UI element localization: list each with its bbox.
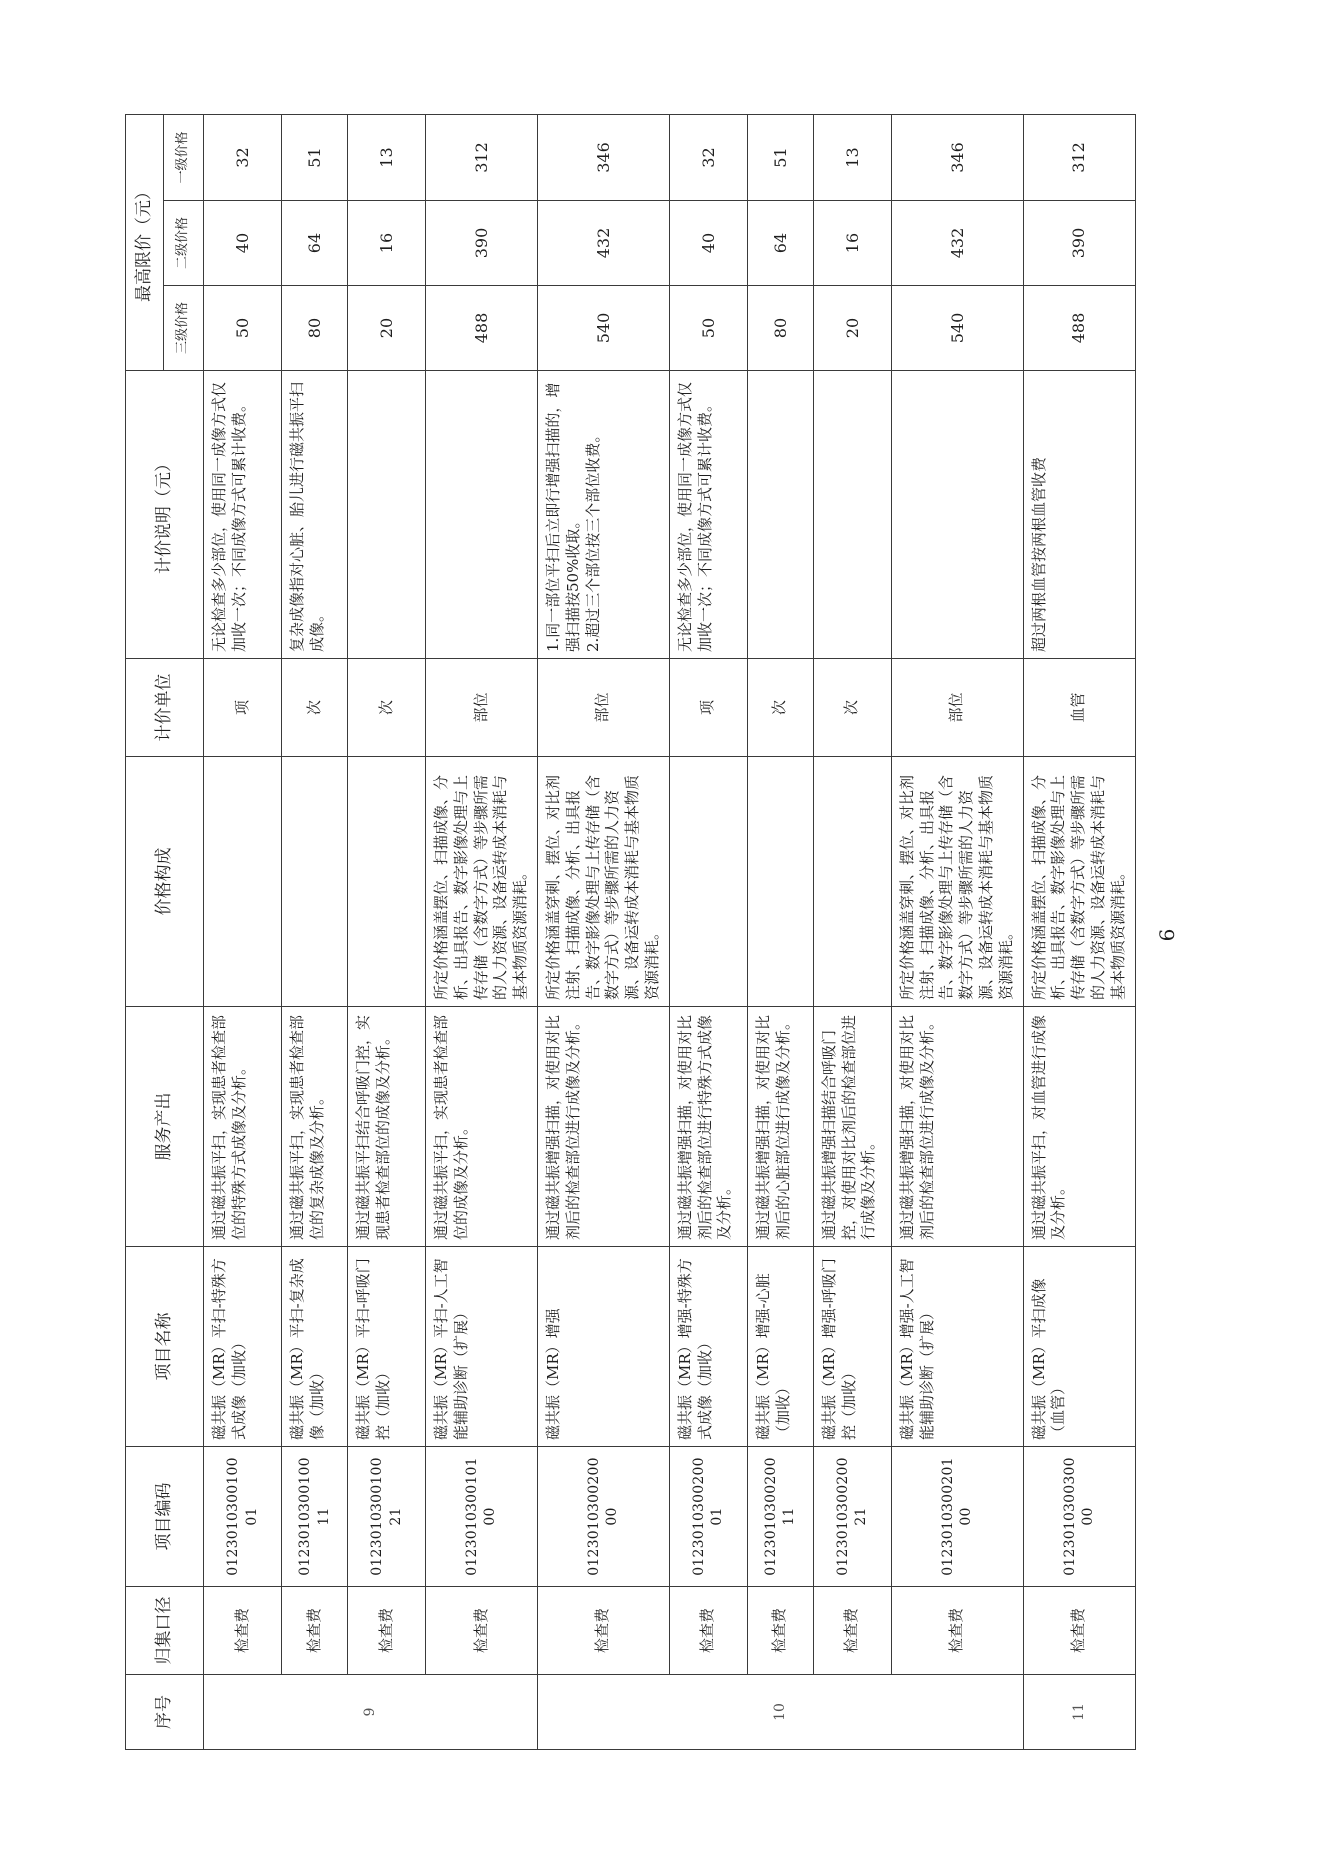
cell-composition [282, 757, 348, 1007]
table-row [348, 115, 426, 1750]
cell-level3-price: 488 [1023, 286, 1135, 371]
header-level3: 三级价格 [164, 286, 204, 371]
header-name: 项目名称 [126, 1247, 204, 1447]
cell-note [747, 371, 813, 659]
cell-level2-price: 64 [747, 201, 813, 286]
header-output: 服务产出 [126, 1007, 204, 1247]
cell-note [813, 371, 891, 659]
cell-code: 012301030010001 [204, 1447, 282, 1587]
cell-code: 012301030020011 [747, 1447, 813, 1587]
cell-level3-price: 20 [348, 286, 426, 371]
cell-category: 检查费 [1023, 1587, 1135, 1675]
cell-code: 012301030010100 [426, 1447, 538, 1587]
cell-unit: 项 [669, 659, 747, 757]
cell-category: 检查费 [813, 1587, 891, 1675]
cell-level1-price: 13 [348, 115, 426, 201]
cell-level3-price: 540 [537, 286, 669, 371]
cell-level2-price: 390 [1023, 201, 1135, 286]
cell-output: 通过磁共振平扫，实现患者检查部位的复杂成像及分析。 [282, 1007, 348, 1247]
cell-note: 无论检查多少部位，使用同一成像方式仅加收一次；不同成像方式可累计收费。 [204, 371, 282, 659]
cell-composition [813, 757, 891, 1007]
cell-level1-price: 13 [813, 115, 891, 201]
header-max-price: 最高限价（元） [126, 115, 164, 371]
cell-level2-price: 432 [891, 201, 1023, 286]
cell-composition: 所定价格涵盖摆位、扫描成像、分析、出具报告、数字影像处理与上传存储（含数字方式）等步骤所需的人力资源、设备运转成本消耗与基本物质资源消耗。 [1023, 757, 1135, 1007]
cell-output: 通过磁共振平扫，对血管进行成像及分析。 [1023, 1007, 1135, 1247]
cell-output: 通过磁共振平扫，实现患者检查部位的特殊方式成像及分析。 [204, 1007, 282, 1247]
cell-category: 检查费 [282, 1587, 348, 1675]
cell-level2-price: 432 [537, 201, 669, 286]
cell-name: 磁共振（MR）增强-呼吸门控（加收） [813, 1247, 891, 1447]
cell-level3-price: 50 [669, 286, 747, 371]
cell-name: 磁共振（MR）平扫-特殊方式成像（加收） [204, 1247, 282, 1447]
cell-level2-price: 16 [348, 201, 426, 286]
cell-unit: 次 [813, 659, 891, 757]
cell-note [426, 371, 538, 659]
cell-level2-price: 64 [282, 201, 348, 286]
cell-level3-price: 488 [426, 286, 538, 371]
header-category: 归集口径 [126, 1587, 204, 1675]
cell-code: 012301030030000 [1023, 1447, 1135, 1587]
cell-name: 磁共振（MR）平扫-呼吸门控（加收） [348, 1247, 426, 1447]
cell-level2-price: 40 [204, 201, 282, 286]
cell-output: 通过磁共振增强扫描，对使用对比剂后的心脏部位进行成像及分析。 [747, 1007, 813, 1247]
cell-output: 通过磁共振平扫结合呼吸门控，实现患者检查部位的成像及分析。 [348, 1007, 426, 1247]
cell-level2-price: 40 [669, 201, 747, 286]
cell-category: 检查费 [891, 1587, 1023, 1675]
cell-name: 磁共振（MR）增强 [537, 1247, 669, 1447]
cell-level1-price: 346 [891, 115, 1023, 201]
cell-category: 检查费 [537, 1587, 669, 1675]
cell-code: 012301030020001 [669, 1447, 747, 1587]
cell-name: 磁共振（MR）增强-特殊方式成像（加收） [669, 1247, 747, 1447]
cell-level1-price: 51 [747, 115, 813, 201]
header-code: 项目编码 [126, 1447, 204, 1587]
header-unit: 计价单位 [126, 659, 204, 757]
cell-note [348, 371, 426, 659]
cell-output: 通过磁共振增强扫描结合呼吸门控，对使用对比剂后的检查部位进行成像及分析。 [813, 1007, 891, 1247]
cell-output: 通过磁共振增强扫描，对使用对比剂后的检查部位进行成像及分析。 [537, 1007, 669, 1247]
cell-note [891, 371, 1023, 659]
rotated-table-container [125, 115, 1125, 1750]
cell-composition [669, 757, 747, 1007]
cell-category: 检查费 [669, 1587, 747, 1675]
header-row-1 [126, 115, 164, 1750]
cell-output: 通过磁共振增强扫描，对使用对比剂后的检查部位进行特殊方式成像及分析。 [669, 1007, 747, 1247]
cell-note: 复杂成像指对心脏、胎儿进行磁共振平扫成像。 [282, 371, 348, 659]
cell-seq: 11 [1023, 1675, 1135, 1750]
page-number: 6 [1155, 928, 1179, 942]
cell-composition [747, 757, 813, 1007]
cell-level1-price: 312 [1023, 115, 1135, 201]
note-line: 2.超过三个部位按三个部位收费。 [583, 427, 602, 652]
cell-level3-price: 80 [747, 286, 813, 371]
cell-composition: 所定价格涵盖摆位、扫描成像、分析、出具报告、数字影像处理与上传存储（含数字方式）等步骤所需的人力资源、设备运转成本消耗与基本物质资源消耗。 [426, 757, 538, 1007]
table-row [282, 115, 348, 1750]
cell-seq: 10 [537, 1675, 1023, 1750]
cell-unit: 次 [282, 659, 348, 757]
cell-unit: 项 [204, 659, 282, 757]
cell-unit: 次 [747, 659, 813, 757]
table-row [813, 115, 891, 1750]
cell-name: 磁共振（MR）平扫-人工智能辅助诊断（扩展） [426, 1247, 538, 1447]
cell-level3-price: 20 [813, 286, 891, 371]
cell-level1-price: 312 [426, 115, 538, 201]
cell-code: 012301030010021 [348, 1447, 426, 1587]
cell-note: 无论检查多少部位，使用同一成像方式仅加收一次；不同成像方式可累计收费。 [669, 371, 747, 659]
cell-unit: 部位 [537, 659, 669, 757]
cell-composition: 所定价格涵盖穿刺、摆位、对比剂注射、扫描成像、分析、出具报告、数字影像处理与上传存储（含数字方式）等步骤所需的人力资源、设备运转成本消耗与基本物质资源消耗。 [891, 757, 1023, 1007]
cell-composition [204, 757, 282, 1007]
cell-code: 012301030010011 [282, 1447, 348, 1587]
cell-level1-price: 32 [669, 115, 747, 201]
cell-unit: 部位 [891, 659, 1023, 757]
cell-unit: 部位 [426, 659, 538, 757]
cell-code: 012301030020100 [891, 1447, 1023, 1587]
cell-name: 磁共振（MR）平扫成像（血管） [1023, 1247, 1135, 1447]
cell-level3-price: 540 [891, 286, 1023, 371]
cell-name: 磁共振（MR）增强-心脏（加收） [747, 1247, 813, 1447]
cell-level3-price: 80 [282, 286, 348, 371]
cell-level1-price: 32 [204, 115, 282, 201]
cell-level1-price: 346 [537, 115, 669, 201]
cell-level2-price: 390 [426, 201, 538, 286]
cell-code: 012301030020021 [813, 1447, 891, 1587]
cell-output: 通过磁共振增强扫描，对使用对比剂后的检查部位进行成像及分析。 [891, 1007, 1023, 1247]
cell-category: 检查费 [426, 1587, 538, 1675]
cell-note: 超过两根血管按两根血管收费 [1023, 371, 1135, 659]
table-row [747, 115, 813, 1750]
cell-note [537, 371, 669, 659]
cell-composition: 所定价格涵盖穿刺、摆位、对比剂注射、扫描成像、分析、出具报告、数字影像处理与上传存储（含数字方式）等步骤所需的人力资源、设备运转成本消耗与基本物质资源消耗。 [537, 757, 669, 1007]
table-row [537, 115, 669, 1750]
header-level2: 二级价格 [164, 201, 204, 286]
table-row [1023, 115, 1135, 1750]
cell-output: 通过磁共振平扫，实现患者检查部位的成像及分析。 [426, 1007, 538, 1247]
cell-name: 磁共振（MR）增强-人工智能辅助诊断（扩展） [891, 1247, 1023, 1447]
header-note: 计价说明（元） [126, 371, 204, 659]
table-row [891, 115, 1023, 1750]
price-table [125, 114, 1136, 1750]
cell-unit: 次 [348, 659, 426, 757]
cell-level3-price: 50 [204, 286, 282, 371]
cell-name: 磁共振（MR）平扫-复杂成像（加收） [282, 1247, 348, 1447]
note-line: 1.同一部位平扫后立即行增强扫描的，增强扫描按50%收取。 [543, 382, 582, 652]
table-row [426, 115, 538, 1750]
cell-category: 检查费 [204, 1587, 282, 1675]
header-level1: 一级价格 [164, 115, 204, 201]
cell-unit: 血管 [1023, 659, 1135, 757]
cell-category: 检查费 [747, 1587, 813, 1675]
cell-seq: 9 [204, 1675, 538, 1750]
header-composition: 价格构成 [126, 757, 204, 1007]
cell-level1-price: 51 [282, 115, 348, 201]
table-row [669, 115, 747, 1750]
cell-code: 012301030020000 [537, 1447, 669, 1587]
cell-category: 检查费 [348, 1587, 426, 1675]
table-row [204, 115, 282, 1750]
header-seq: 序号 [126, 1675, 204, 1750]
table-body [204, 115, 1136, 1750]
cell-level2-price: 16 [813, 201, 891, 286]
cell-composition [348, 757, 426, 1007]
